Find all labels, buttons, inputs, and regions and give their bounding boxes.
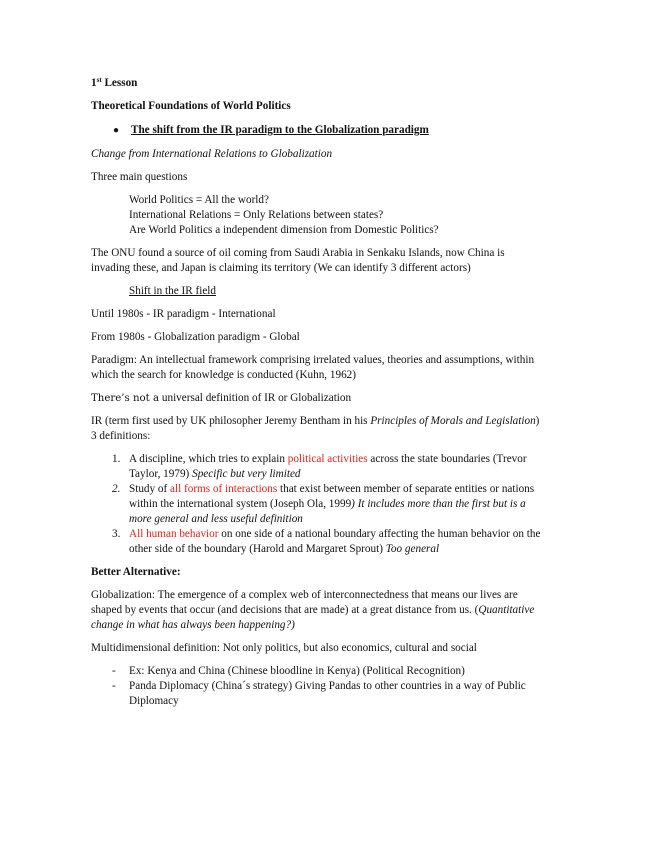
from-1980-line: From 1980s - Globalization paradigm - Global — [91, 331, 300, 343]
definition-number-3: 3. — [112, 528, 121, 540]
question-3: Are World Politics a independent dimension from Domestic Politics? — [129, 224, 439, 236]
definition-1-line-2: Taylor, 1979) Specific but very limited — [129, 468, 301, 480]
definition-number-2: 2. — [112, 483, 121, 495]
example-1-line-1: Ex: Kenya and China (Chinese bloodline in Kenya) (Political Recognition) — [129, 665, 465, 677]
question-1: World Politics = All the world? — [129, 194, 269, 206]
onu-paragraph-line-2: invading these, and Japan is claiming its territory (We can identify 3 different actors) — [91, 262, 471, 274]
multidimensional-line: Multidimensional definition: Not only politics, but also economics, cultural and social — [91, 642, 477, 654]
example-2-line-1: Panda Diplomacy (China´s strategy) Giving Pandas to other countries in a way of Public — [129, 680, 526, 692]
globalization-line-2: shaped by events that occur (and decisions that are made) at a great distance from us. (Quantitative — [91, 604, 535, 616]
example-2-line-2: Diplomacy — [129, 695, 179, 707]
globalization-line-3: change in what has always been happening?) — [91, 619, 295, 631]
definition-3-line-2: other side of the boundary (Harold and Margaret Sprout) Too general — [129, 543, 440, 555]
no-definition-line: There’s not a universal definition of IR or Globalization — [91, 392, 352, 404]
definition-number-1: 1. — [112, 453, 121, 465]
paradigm-paragraph-line-1: Paradigm: An intellectual framework comprising irrelated values, theories and assumptions, within — [91, 354, 535, 366]
until-1980-line: Until 1980s - IR paradigm - International — [91, 308, 276, 320]
no-definition-lead: There’s not a — [91, 393, 160, 404]
definition-2-line-1: Study of all forms of interactions that exist between member of separate entities or nations — [129, 483, 535, 495]
ir-intro-line-1: IR (term first used by UK philosopher Jeremy Bentham in his Principles of Morals and Legislation) — [91, 415, 540, 427]
globalization-line-1: Globalization: The emergence of a complex web of interconnectedness that means our lives are — [91, 589, 518, 601]
example-dash-2: - — [112, 680, 116, 692]
three-questions-label: Three main questions — [91, 171, 188, 183]
definition-1-line-1: A discipline, which tries to explain political activities across the state boundaries (Trevor — [129, 453, 527, 465]
ir-intro-line-2: 3 definitions: — [91, 430, 151, 442]
paradigm-paragraph-line-2: which the search for knowledge is conducted (Kuhn, 1962) — [91, 369, 357, 381]
definition-2-line-2: within the international system (Joseph Ola, 1999) It includes more than the first but is a — [129, 498, 526, 510]
document-title: Theoretical Foundations of World Politics — [91, 100, 291, 112]
shift-ir-heading: Shift in the IR field — [129, 285, 217, 297]
question-2: International Relations = Only Relations between states? — [129, 209, 384, 221]
lesson-heading: 1st Lesson — [91, 76, 138, 89]
definition-3-line-1: All human behavior on one side of a national boundary affecting the human behavior on the — [129, 528, 541, 540]
shift-heading: The shift from the IR paradigm to the Globalization paradigm — [131, 124, 429, 136]
bullet-dot-icon: ● — [113, 125, 120, 136]
better-alternative-heading: Better Alternative: — [91, 566, 181, 578]
change-line: Change from International Relations to Globalization — [91, 148, 333, 160]
onu-paragraph-line-1: The ONU found a source of oil coming from Saudi Arabia in Senkaku Islands, now China is — [91, 247, 505, 259]
definition-2-line-3: more general and less useful definition — [129, 513, 303, 525]
example-dash-1: - — [112, 665, 116, 677]
